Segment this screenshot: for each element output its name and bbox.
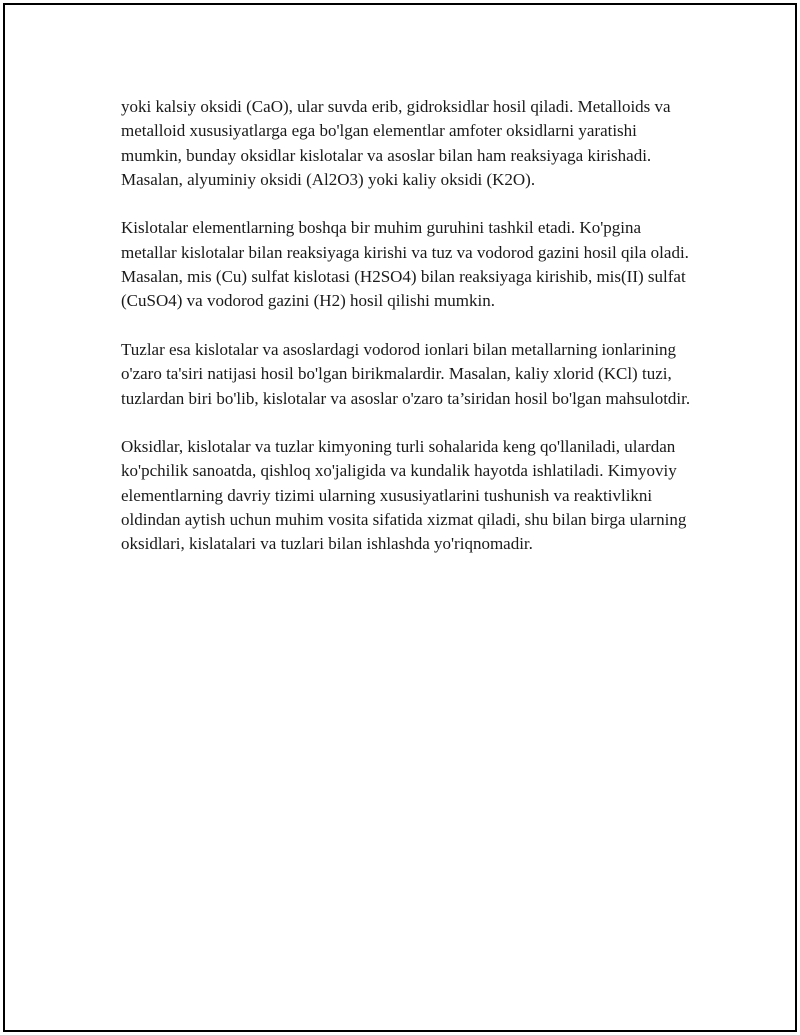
- paragraph-acids: Kislotalar elementlarning boshqa bir muhim guruhini tashkil etadi. Ko'pgina metallar kislotalar bilan reaksiyaga kirishi va tuz va vodorod gazini hosil qila oladi. Masalan, mis (Cu) sulfat kislotasi (H2SO4) bilan reaksiyaga kirishib, mis(II) sulfat (CuSO4) va vodorod gazini (H2) hosil qilishi mumkin.: [121, 218, 689, 311]
- paragraph-applications: Oksidlar, kislotalar va tuzlar kimyoning turli sohalarida keng qo'llaniladi, ulardan ko'pchilik sanoatda, qishloq xo'jaligida va kundalik hayotda ishlatiladi. Kimyoviy elementlarning davriy tizimi ularning xususiyatlarini tushunish va reaktivlikni oldindan aytish uchun muhim vosita sifatida xizmat qiladi, shu bilan birga ularning oksidlari, kislatalari va tuzlari bilan ishlashda yo'riqnomadir.: [121, 437, 687, 554]
- document-body: [121, 95, 696, 581]
- document-page: [3, 3, 797, 1032]
- paragraph-oxides: yoki kalsiy oksidi (CaO), ular suvda erib, gidroksidlar hosil qiladi. Metalloids va metalloid xususiyatlarga ega bo'lgan elementlar amfoter oksidlarni yaratishi mumkin, bunday oksidlar kislotalar va asoslar bilan ham reaksiyaga kirishadi. Masalan, alyuminiy oksidi (Al2O3) yoki kaliy oksidi (K2O).: [121, 97, 671, 189]
- paragraph-salts: Tuzlar esa kislotalar va asoslardagi vodorod ionlari bilan metallarning ionlarining o'zaro ta'siri natijasi hosil bo'lgan birikmalardir. Masalan, kaliy xlorid (KCl) tuzi, tuzlardan biri bo'lib, kislotalar va asoslar o'zaro ta’siridan hosil bo'lgan mahsulotdir.: [121, 339, 691, 408]
